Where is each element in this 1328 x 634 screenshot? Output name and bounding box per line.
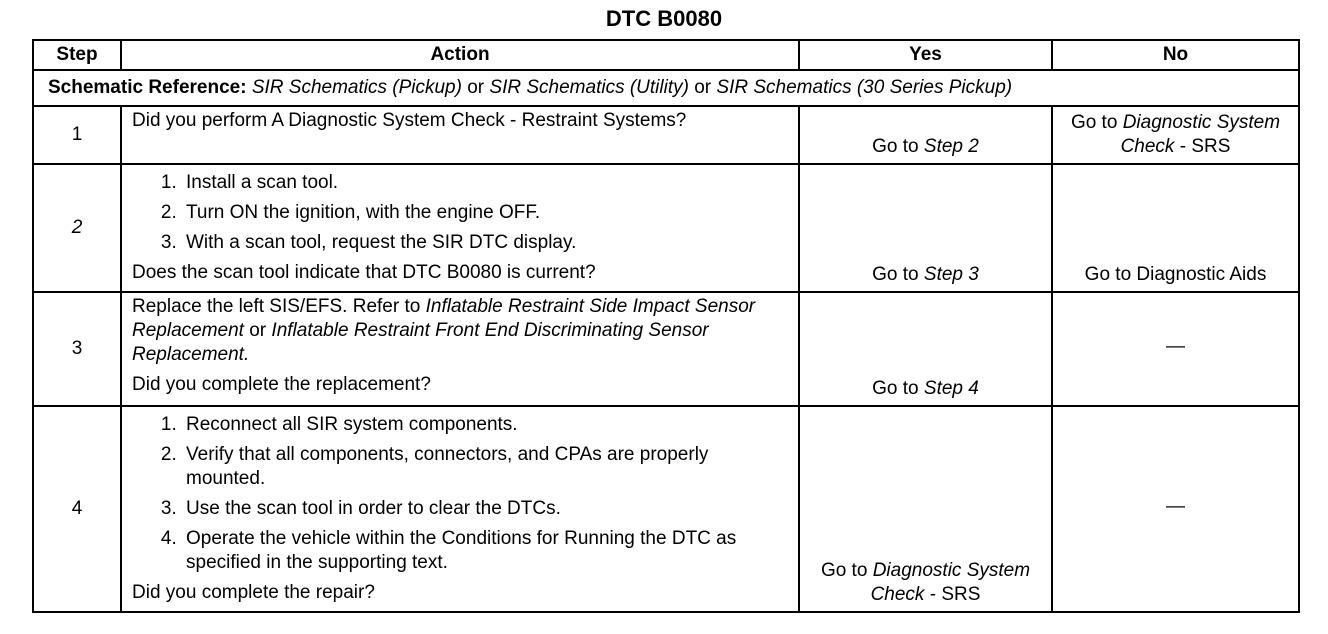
go-to-text: Go to	[872, 264, 919, 285]
step-question: Did you complete the replacement?	[132, 374, 431, 395]
list-item: 3. With a scan tool, request the SIR DTC display.	[182, 231, 788, 255]
or-text: or	[467, 77, 485, 98]
srs-suffix: - SRS	[1179, 136, 1231, 157]
diagnostic-aids-link[interactable]: Go to Diagnostic Aids	[1084, 264, 1267, 285]
step-question: Did you perform A Diagnostic System Check - Restraint Systems?	[132, 110, 687, 131]
header-yes: Yes	[799, 40, 1052, 70]
step-number: 1	[33, 106, 121, 164]
header-step: Step	[33, 40, 121, 70]
schematic-link-pickup[interactable]: SIR Schematics (Pickup)	[251, 77, 462, 98]
step-instruction	[132, 295, 788, 367]
yes-cell	[799, 406, 1052, 612]
schematic-reference-label: Schematic Reference:	[48, 77, 247, 98]
side-impact-sensor-link[interactable]: Inflatable Restraint Side Impact Sensor Replacement	[132, 296, 756, 341]
step-link[interactable]: Step 3	[923, 264, 979, 285]
action-cell	[121, 164, 799, 292]
diagnostic-system-check-link[interactable]: Diagnostic System Check	[870, 560, 1031, 605]
step-number	[33, 164, 121, 292]
go-to-text: Go to	[872, 136, 919, 157]
list-item: 4. Operate the vehicle within the Conditions for Running the DTC as specified in the supporting text.	[182, 527, 788, 575]
instruction-list	[132, 413, 788, 575]
go-to-text: Go to	[1070, 112, 1118, 133]
action-cell	[121, 106, 799, 164]
list-item: 1. Install a scan tool.	[182, 171, 788, 195]
not-applicable-dash: —	[1166, 496, 1185, 517]
no-cell	[1052, 164, 1299, 292]
schematic-reference-row	[33, 70, 1299, 106]
header-no: No	[1052, 40, 1299, 70]
list-item: 2. Verify that all components, connectors, and CPAs are properly mounted.	[182, 443, 788, 491]
no-cell	[1052, 406, 1299, 612]
table-row	[33, 164, 1299, 292]
step-number: 3	[33, 292, 121, 406]
yes-cell	[799, 106, 1052, 164]
schematic-reference	[33, 70, 1299, 106]
table-row	[33, 292, 1299, 406]
no-cell	[1052, 106, 1299, 164]
step-number-text: 2	[71, 217, 83, 238]
schematic-link-utility[interactable]: SIR Schematics (Utility)	[489, 77, 689, 98]
table-row	[33, 406, 1299, 612]
front-end-sensor-link[interactable]: Inflatable Restraint Front End Discriminating Sensor Replacement.	[132, 320, 709, 365]
instruction-text: Replace the left SIS/EFS. Refer to	[132, 296, 421, 317]
action-cell	[121, 292, 799, 406]
step-question: Did you complete the repair?	[132, 582, 375, 603]
header-action: Action	[121, 40, 799, 70]
header-row	[33, 40, 1299, 70]
list-item: 2. Turn ON the ignition, with the engine OFF.	[182, 201, 788, 225]
table-row	[33, 106, 1299, 164]
list-item: 1. Reconnect all SIR system components.	[182, 413, 788, 437]
not-applicable-dash: —	[1166, 336, 1185, 357]
page-title: DTC B0080	[605, 6, 723, 31]
list-item: 3. Use the scan tool in order to clear the DTCs.	[182, 497, 788, 521]
diagnostic-system-check-link[interactable]: Diagnostic System Check	[1120, 112, 1281, 157]
action-cell	[121, 406, 799, 612]
yes-cell	[799, 164, 1052, 292]
no-cell	[1052, 292, 1299, 406]
schematic-link-30-series[interactable]: SIR Schematics (30 Series Pickup)	[716, 77, 1013, 98]
step-question: Does the scan tool indicate that DTC B0080 is current?	[132, 262, 596, 283]
step-number: 4	[33, 406, 121, 612]
go-to-text: Go to	[820, 560, 868, 581]
step-link[interactable]: Step 4	[923, 378, 979, 399]
yes-cell	[799, 292, 1052, 406]
instruction-list	[132, 171, 788, 255]
step-link[interactable]: Step 2	[923, 136, 979, 157]
or-text: or	[694, 77, 712, 98]
go-to-text: Go to	[872, 378, 919, 399]
or-text: or	[249, 320, 267, 341]
srs-suffix: - SRS	[929, 584, 981, 605]
diagnostic-table	[32, 39, 1300, 613]
